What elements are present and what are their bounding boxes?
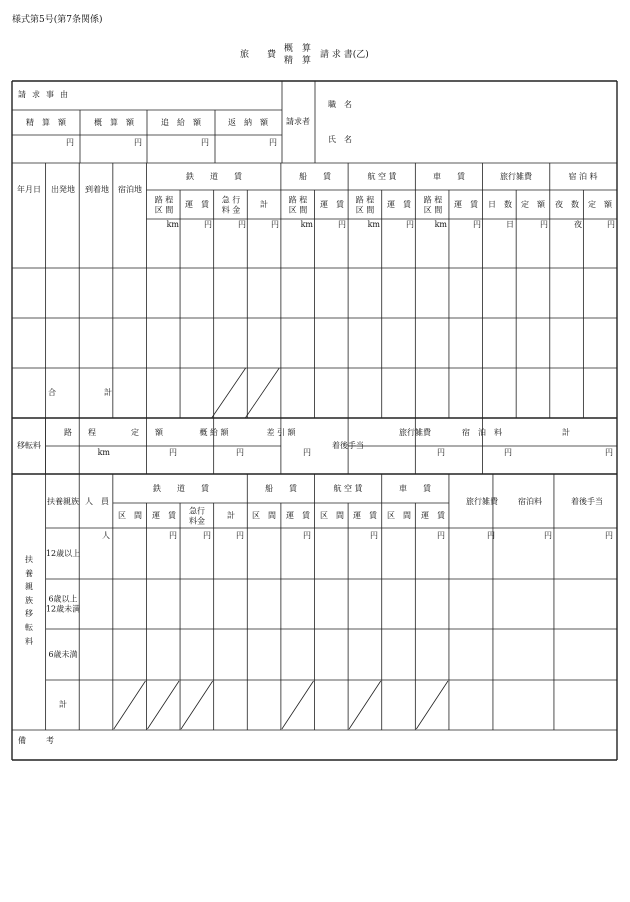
label-moving-lodging: 宿 泊 料 <box>462 428 502 437</box>
label-travel-sum: 合 計 <box>48 388 112 397</box>
unit-yen: 円 <box>437 531 445 540</box>
slash <box>181 681 213 729</box>
unit-yen: 円 <box>487 531 495 540</box>
label-date: 年月日 <box>17 185 41 194</box>
slash <box>416 681 448 729</box>
unit-yen: 円 <box>236 448 244 457</box>
label-family-air-section: 区 間 <box>320 511 344 520</box>
label-misc-fixed: 定 額 <box>521 200 545 209</box>
unit-yen: 円 <box>504 448 512 457</box>
unit-yen: 円 <box>473 220 481 229</box>
label-moving: 移転料 <box>17 441 41 450</box>
unit-yen: 円 <box>607 220 615 229</box>
label-air-section: 路 程 区 間 <box>355 195 375 214</box>
label-position: 職 名 <box>328 100 352 109</box>
unit-yen: 円 <box>236 531 244 540</box>
label-family-arrival: 着後手当 <box>571 497 603 506</box>
label-claim-reason: 請求事由 <box>18 90 74 99</box>
label-ship-fare: 運 賃 <box>320 200 344 209</box>
label-family-persons: 人 員 <box>85 497 109 506</box>
label-rail-express: 急 行 料 金 <box>221 195 241 214</box>
label-age-6-12: 6歳以上 12歳未満 <box>45 594 81 613</box>
unit-km: km <box>97 448 110 457</box>
slash <box>147 681 179 729</box>
slash <box>282 681 314 729</box>
yen-refund: 円 <box>269 138 277 147</box>
yen-estimate: 円 <box>134 138 142 147</box>
unit-yen: 円 <box>271 220 279 229</box>
unit-km: km <box>434 220 447 229</box>
label-rail-section: 路 程 区 間 <box>154 195 174 214</box>
label-family-air-fare: 運 賃 <box>353 511 377 520</box>
label-misc: 旅行雑費 <box>500 172 532 181</box>
label-family-car-fare: 運 賃 <box>421 511 445 520</box>
label-family-rail-section: 区 間 <box>118 511 142 520</box>
unit-km: km <box>166 220 179 229</box>
label-air: 航 空 賃 <box>367 172 397 181</box>
slash <box>114 681 146 729</box>
unit-yen: 円 <box>203 531 211 540</box>
slash <box>212 368 246 418</box>
unit-yen: 円 <box>437 448 445 457</box>
label-moving-fixed: 定 額 <box>131 428 163 437</box>
label-ship: 船 賃 <box>299 172 331 181</box>
label-lodging-fixed: 定 額 <box>588 200 612 209</box>
label-rail-fare: 運 賃 <box>185 200 209 209</box>
unit-yen: 円 <box>605 448 613 457</box>
unit-yen: 円 <box>605 531 613 540</box>
unit-km: km <box>300 220 313 229</box>
label-family-car: 車 賃 <box>399 484 431 493</box>
label-arrival: 到着地 <box>85 185 109 194</box>
unit-yen: 円 <box>303 448 311 457</box>
label-family-lodging: 宿泊料 <box>518 497 542 506</box>
form-number: 様式第5号(第7条関係) <box>12 15 103 25</box>
label-days: 日 数 <box>488 200 512 209</box>
label-age-under-6: 6歳未満 <box>48 650 78 659</box>
title-suffix: 請 求 書(乙) <box>320 50 369 60</box>
label-age-12-plus: 12歳以上 <box>45 549 81 558</box>
unit-yen: 円 <box>370 531 378 540</box>
label-car: 車 賃 <box>433 172 465 181</box>
label-departure: 出発地 <box>51 185 75 194</box>
unit-night: 夜 <box>574 220 582 229</box>
yen-additional: 円 <box>201 138 209 147</box>
label-air-fare: 運 賃 <box>387 200 411 209</box>
label-family-railway: 鉄 道 賃 <box>153 484 209 493</box>
label-settlement: 精 算 額 <box>26 118 66 127</box>
unit-km: km <box>367 220 380 229</box>
label-family-rail-fare: 運 賃 <box>152 511 176 520</box>
label-family-car-section: 区 間 <box>387 511 411 520</box>
label-moving-total: 計 <box>562 428 570 437</box>
label-car-fare: 運 賃 <box>454 200 478 209</box>
label-rail-total: 計 <box>260 200 268 209</box>
label-car-section: 路 程 区 間 <box>423 195 443 214</box>
unit-day: 日 <box>506 220 514 229</box>
label-claimant: 請求者 <box>286 117 310 126</box>
label-ship-section: 路 程 区 間 <box>288 195 308 214</box>
unit-yen: 円 <box>540 220 548 229</box>
label-remarks: 備 考 <box>18 736 60 745</box>
label-name: 氏 名 <box>328 135 352 144</box>
unit-yen: 円 <box>169 531 177 540</box>
label-refund: 返 納 額 <box>228 118 268 127</box>
label-estimate: 概 算 額 <box>94 118 134 127</box>
title-settlement: 精 算 <box>284 56 312 66</box>
label-additional: 追 給 額 <box>161 118 201 127</box>
unit-yen: 円 <box>169 448 177 457</box>
unit-yen: 円 <box>204 220 212 229</box>
label-family-ship-section: 区 間 <box>252 511 276 520</box>
label-moving-diff: 差 引 額 <box>266 428 296 437</box>
label-family-misc: 旅行雑費 <box>466 497 498 506</box>
label-family-ship-fare: 運 賃 <box>286 511 310 520</box>
unit-yen: 円 <box>406 220 414 229</box>
unit-yen: 円 <box>303 531 311 540</box>
label-family-rail-total: 計 <box>227 511 235 520</box>
title-prefix: 旅 費 <box>240 50 277 60</box>
yen-settlement: 円 <box>66 138 74 147</box>
unit-person: 人 <box>102 531 110 540</box>
label-family-air: 航 空 賃 <box>333 484 363 493</box>
label-railway: 鉄 道 賃 <box>186 172 242 181</box>
label-moving-paid: 概 給 額 <box>199 428 229 437</box>
label-family-relation: 扶養親族 <box>47 497 79 506</box>
label-moving-distance: 路 程 <box>64 428 96 437</box>
label-family-moving: 扶 養 親 族 移 転 料 <box>25 554 33 646</box>
label-family-rail-express: 急行 料金 <box>189 506 205 525</box>
label-family-sum: 計 <box>59 700 67 709</box>
label-lodging-fee: 宿 泊 料 <box>568 172 598 181</box>
unit-yen: 円 <box>338 220 346 229</box>
label-moving-misc: 旅行雑費 <box>399 428 431 437</box>
label-moving-arrival: 着後手当 <box>332 441 364 450</box>
slash <box>245 368 279 418</box>
label-lodging-place: 宿泊地 <box>118 185 142 194</box>
unit-yen: 円 <box>544 531 552 540</box>
unit-yen: 円 <box>238 220 246 229</box>
label-family-ship: 船 賃 <box>265 484 297 493</box>
label-nights: 夜 数 <box>555 200 579 209</box>
slash <box>349 681 381 729</box>
title-estimate: 概 算 <box>284 44 312 54</box>
